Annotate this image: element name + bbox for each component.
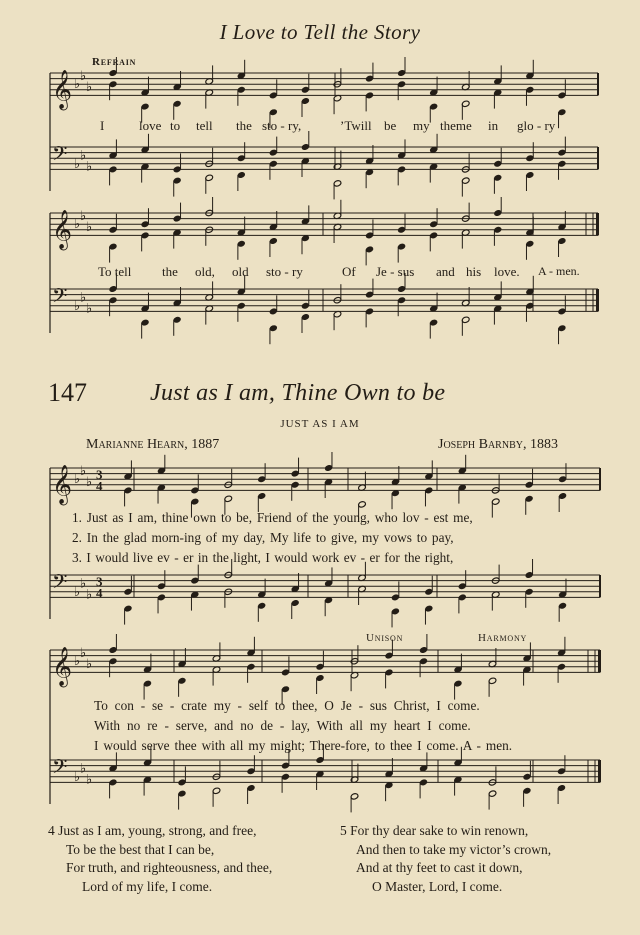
- verse-1-line-a: 1. Just as I am, thine own to be, Friend of the young, who lov - est me,: [72, 510, 473, 525]
- stanza-line: For truth, and righteousness, and thee,: [66, 860, 273, 876]
- final-barline: [596, 213, 599, 235]
- stanza-number: 5: [340, 823, 347, 838]
- verse-2-line-a: 2. In the glad morn-ing of my day, My life to give, my vows to pay,: [72, 530, 454, 545]
- bass-clef-icon: 𝄢: [52, 142, 68, 170]
- stanza-line: And then to take my victor’s crown,: [356, 841, 552, 857]
- flat-icon: ♭: [86, 657, 93, 672]
- bass-clef-icon: 𝄢: [52, 570, 68, 598]
- lyric-word: A - men.: [538, 264, 580, 278]
- flat-icon: ♭: [80, 761, 87, 777]
- lyric-word: the: [162, 264, 178, 279]
- flat-icon: ♭: [80, 148, 87, 164]
- verse-2-line-b: With no re - serve, and no de - lay, With all my heart I come.: [94, 718, 471, 733]
- lyric-word: old,: [195, 264, 215, 279]
- lyric-word: tell: [196, 118, 213, 133]
- lyric-word: Of: [342, 264, 356, 279]
- hymn-number: 147: [48, 378, 87, 407]
- lyric-word: old: [232, 264, 249, 279]
- treble-clef-icon: 𝄞: [52, 209, 73, 250]
- lyric-word: be: [384, 118, 397, 133]
- lyric-word: to: [170, 118, 181, 133]
- time-signature-icon: 4: [96, 478, 103, 494]
- hymn-147-title: Just as I am, Thine Own to be: [150, 380, 446, 406]
- lyric-word: and: [436, 264, 455, 279]
- tune-name: JUST AS I AM: [280, 418, 360, 430]
- bass-clef-icon: 𝄢: [52, 755, 68, 783]
- stanza-line: Lord of my life, I come.: [82, 879, 213, 895]
- flat-icon: ♭: [74, 654, 81, 670]
- words-credit: Marianne Hearn, 1887: [86, 437, 220, 452]
- flat-icon: ♭: [80, 576, 87, 592]
- lyric-word: To tell: [98, 264, 132, 279]
- bass-clef-icon: 𝄢: [52, 284, 68, 312]
- time-signature-icon: 3: [96, 574, 103, 589]
- flat-icon: ♭: [74, 472, 81, 488]
- lyric-word: ’Twill: [340, 118, 372, 133]
- lyric-word: in: [488, 118, 499, 133]
- flat-icon: ♭: [74, 298, 81, 314]
- hymn-146-lyrics-line-1: [0, 118, 640, 134]
- lyric-word: his: [466, 264, 482, 279]
- flat-icon: ♭: [86, 475, 93, 490]
- treble-clef-icon: 𝄞: [52, 69, 73, 110]
- lyric-word: the: [236, 118, 252, 133]
- flat-icon: ♭: [74, 769, 81, 785]
- flat-icon: ♭: [74, 217, 81, 233]
- music-credit: Joseph Barnby, 1883: [438, 437, 558, 452]
- stanza-4: [48, 822, 272, 897]
- lyric-word: sto - ry,: [262, 118, 302, 133]
- stanza-line: For thy dear sake to win renown,: [350, 823, 529, 838]
- final-barline: [596, 289, 599, 311]
- flat-icon: ♭: [86, 772, 93, 788]
- verse-3-line-b: I would serve thee with all my might; There-fore, to thee I come. A - men.: [94, 738, 513, 753]
- flat-icon: ♭: [86, 159, 93, 175]
- lyric-word: glo - ry: [517, 118, 556, 133]
- flat-icon: ♭: [86, 301, 93, 317]
- final-barline: [598, 650, 601, 672]
- lyric-word: I: [100, 118, 105, 133]
- hymn-146-title: I Love to Tell the Story: [219, 20, 421, 44]
- verse-1-line-b: To con - se - crate my - self to thee, O Je - sus Christ, I come.: [94, 698, 480, 713]
- stanza-5: [340, 822, 551, 897]
- stanza-line: Just as I am, young, strong, and free,: [58, 823, 257, 838]
- flat-icon: ♭: [86, 220, 93, 235]
- flat-icon: ♭: [74, 584, 81, 600]
- flat-icon: ♭: [80, 463, 87, 479]
- unison-label: Unison: [366, 632, 404, 644]
- stanza-line: And at thy feet to cast it down,: [356, 860, 523, 876]
- lyric-word: love.: [494, 264, 520, 279]
- lyric-word: my: [413, 118, 430, 133]
- flat-icon: ♭: [86, 587, 93, 603]
- flat-icon: ♭: [74, 77, 81, 93]
- flat-icon: ♭: [80, 645, 87, 661]
- time-signature-icon: 4: [96, 585, 103, 601]
- lyric-word: Je - sus: [376, 264, 415, 279]
- flat-icon: ♭: [74, 156, 81, 172]
- stanza-line: To be the best that I can be,: [66, 841, 215, 857]
- treble-clef-icon: 𝄞: [52, 464, 73, 505]
- lyric-word: theme: [440, 118, 472, 133]
- hymn-146-lyrics-line-2: [0, 264, 640, 280]
- refrain-label: Refrain: [92, 56, 137, 68]
- harmony-label: Harmony: [478, 632, 528, 644]
- flat-icon: ♭: [80, 68, 87, 84]
- stanza-number: 4: [48, 823, 55, 838]
- lyric-word: love: [139, 118, 162, 133]
- lyric-word: sto - ry: [266, 264, 303, 279]
- flat-icon: ♭: [86, 80, 93, 95]
- flat-icon: ♭: [80, 208, 87, 224]
- time-signature-icon: 3: [96, 467, 103, 482]
- final-barline: [598, 760, 601, 782]
- verse-3-line-a: 3. I would live ev - er in the light, I would work ev - er for the right,: [72, 550, 454, 565]
- flat-icon: ♭: [80, 290, 87, 306]
- stanza-line: O Master, Lord, I come.: [372, 879, 503, 895]
- treble-clef-icon: 𝄞: [52, 646, 73, 687]
